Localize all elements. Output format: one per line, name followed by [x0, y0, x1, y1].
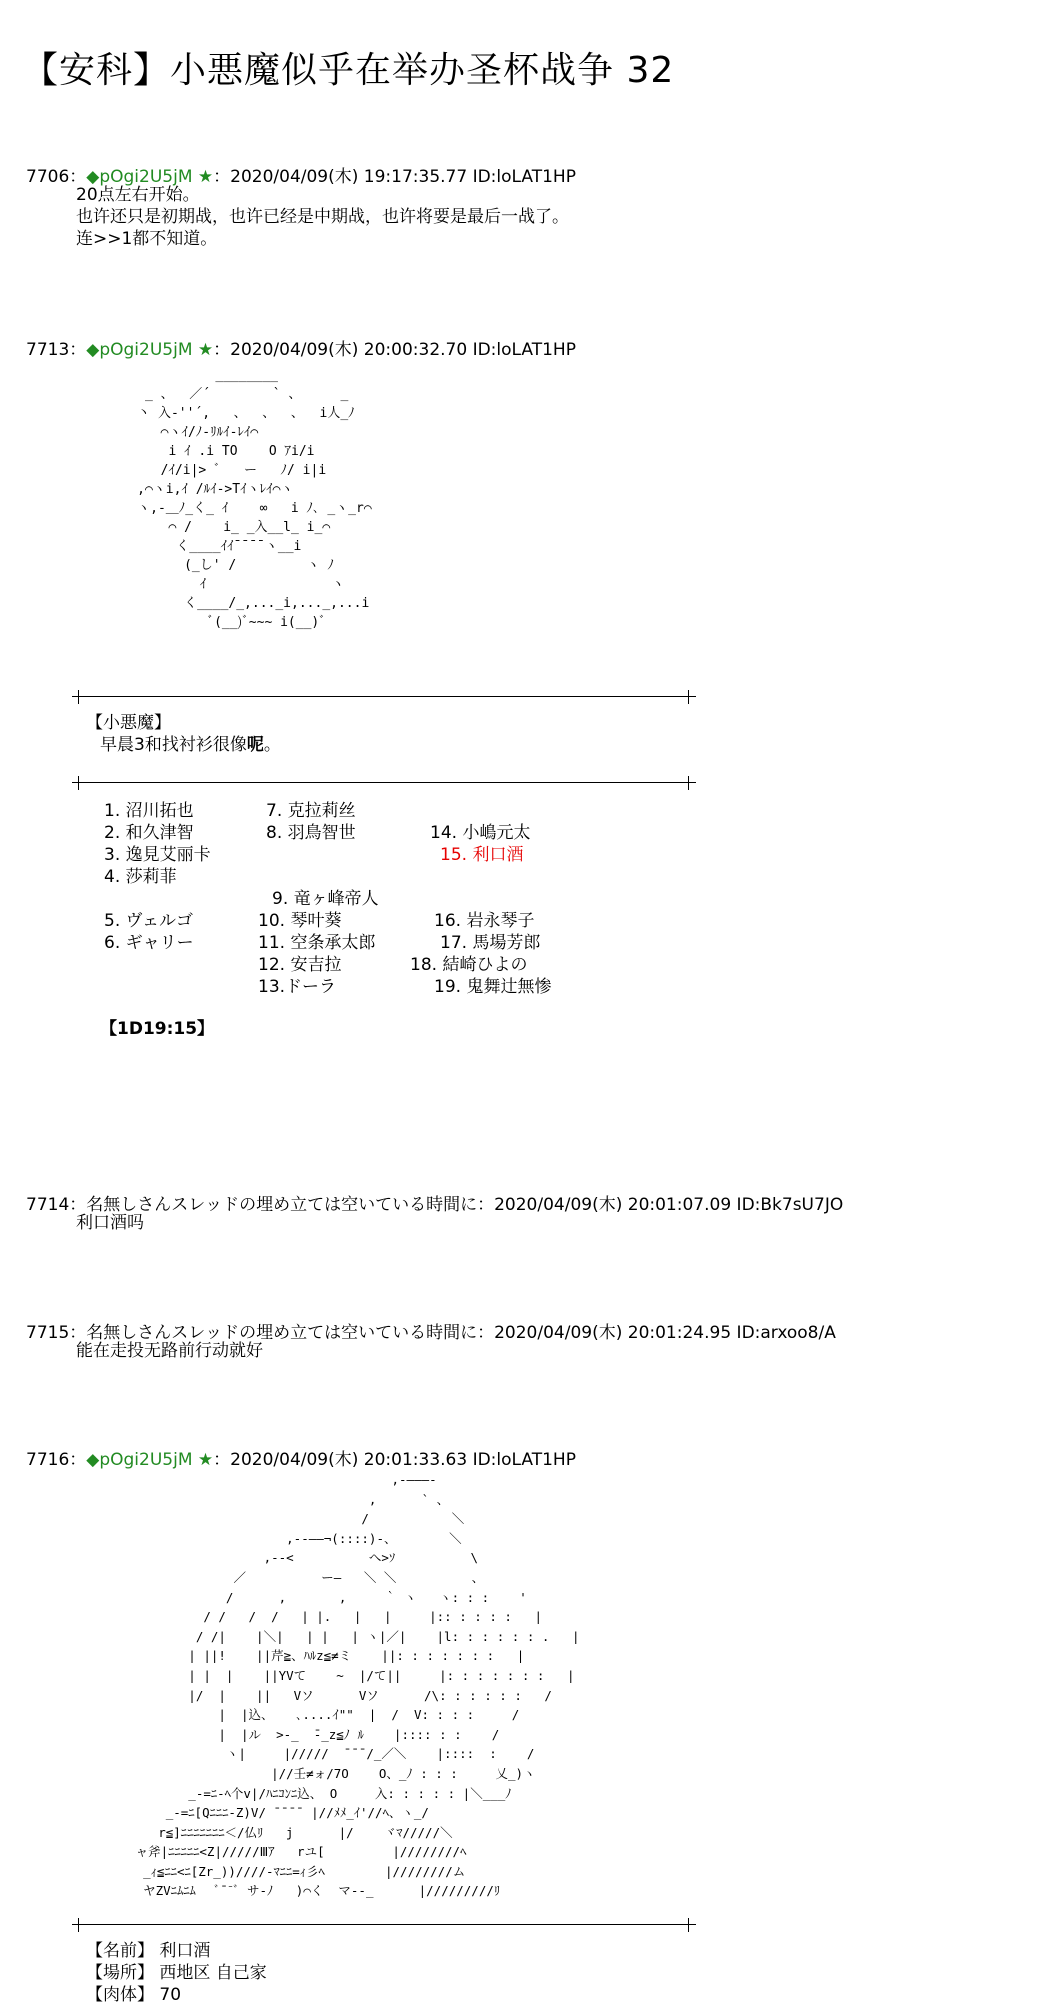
- post-line: 20点左右开始。: [76, 185, 200, 205]
- status-body: 【肉体】 70: [86, 1985, 182, 2005]
- post-line: 也许还只是初期战，也许已经是中期战，也许将要是最后一战了。: [76, 207, 569, 227]
- divider-line: [78, 696, 688, 697]
- list-item: 19. 鬼舞辻無惨: [434, 977, 552, 997]
- ascii-art-koakuma: ________ _ 、 ／´ ` 、 _ 丶 入-''´, 、 、 、 i人_ﾉ ⌒ヽｲ/ﾉ-ﾘﾙｲ-ﾚｲ⌒ i ｲ .i TO O ｱi/i /ｲ/i|> ﾞ ー ﾉ/ i|i ,⌒ヽi,ｲ /ﾙｲ->Tｲヽﾚｲ⌒ヽ ヽ,-＿ﾉ_く_ ｲ ∞ i ﾉ､ _ヽ_r⌒ ⌒ / i_ _入__l_ i_⌒ く____ｲｲ¯¯¯¯ヽ__i (_し' / ヽ ﾉ ｲ ヽ く____/_,..._i,..._,...i ﾞ(__)ﾞ~~~ i(__)ﾞ: [137, 368, 372, 630]
- poster-name[interactable]: ◆pOgi2U5jM ★: [86, 1450, 214, 1470]
- list-item: 16. 岩永琴子: [434, 911, 535, 931]
- list-item: 14. 小嶋元太: [430, 823, 531, 843]
- post-separator: ：: [69, 1323, 87, 1343]
- poster-name[interactable]: ◆pOgi2U5jM ★: [86, 167, 214, 187]
- list-item-highlighted: 15. 利口酒: [440, 845, 524, 865]
- list-item: 1. 沼川拓也: [104, 801, 194, 821]
- speaker-label: 【小悪魔】: [86, 713, 171, 733]
- list-item: 13.ドーラ: [258, 977, 337, 997]
- time-stamp: 【1D19:15】: [100, 1019, 215, 1039]
- list-item: 6. ギャリー: [104, 933, 194, 953]
- list-item: 17. 馬場芳郎: [440, 933, 541, 953]
- list-item: 3. 逸見艾丽卡: [104, 845, 211, 865]
- post-header-7716: [26, 1445, 576, 1470]
- speech-end: 。: [263, 735, 281, 755]
- post-datetime: ：2020/04/09(木) 20:01:33.63 ID:loLAT1HP: [213, 1450, 576, 1470]
- list-item: 5. ヴェルゴ: [104, 911, 193, 931]
- post-line: 连>>1都不知道。: [76, 229, 218, 249]
- post-datetime: ：2020/04/09(木) 20:00:32.70 ID:loLAT1HP: [213, 340, 576, 360]
- post-number: 7716: [26, 1450, 70, 1470]
- status-name: 【名前】 利口酒: [86, 1941, 211, 1961]
- divider-line: [78, 782, 688, 783]
- list-item: 9. 竜ヶ峰帝人: [272, 889, 379, 909]
- divider-cross-left: [72, 1918, 86, 1932]
- poster-name[interactable]: ◆pOgi2U5jM ★: [86, 340, 214, 360]
- post-header-7714: [26, 1190, 843, 1215]
- list-item: 10. 琴叶葵: [258, 911, 342, 931]
- post-body-7714: [76, 1212, 144, 1234]
- list-item: 7. 克拉莉丝: [266, 801, 356, 821]
- poster-name[interactable]: 名無しさんスレッドの埋め立ては空いている時間に: [86, 1195, 478, 1215]
- post-datetime: ：2020/04/09(木) 20:01:07.09 ID:Bk7sU7JO: [477, 1195, 844, 1215]
- divider-line: [78, 1924, 688, 1925]
- list-item: 18. 結崎ひよの: [410, 955, 528, 975]
- speech-bold: 呢: [246, 735, 264, 755]
- divider-cross-right: [682, 776, 696, 790]
- post-body-7715: [76, 1340, 263, 1362]
- post-separator: ：: [69, 340, 87, 360]
- post-separator: ：: [69, 1195, 87, 1215]
- post-datetime: ：2020/04/09(木) 19:17:35.77 ID:loLAT1HP: [213, 167, 576, 187]
- post-separator: ：: [69, 1450, 87, 1470]
- list-item: 2. 和久津智: [104, 823, 194, 843]
- post-body-7706: [76, 184, 569, 250]
- divider-cross-right: [682, 1918, 696, 1932]
- list-item: 12. 安吉拉: [258, 955, 342, 975]
- post-number: 7706: [26, 167, 70, 187]
- page-title: 【安科】小悪魔似乎在举办圣杯战争 32: [22, 50, 675, 91]
- list-item: 11. 空条承太郎: [258, 933, 376, 953]
- divider-cross-left: [72, 776, 86, 790]
- divider-cross-right: [682, 690, 696, 704]
- post-line: 能在走投无路前行动就好: [76, 1341, 263, 1361]
- post-separator: ：: [69, 167, 87, 187]
- post-number: 7714: [26, 1195, 70, 1215]
- status-location: 【場所】 西地区 自己家: [86, 1963, 267, 1983]
- post-datetime: ：2020/04/09(木) 20:01:24.95 ID:arxoo8/A: [477, 1323, 836, 1343]
- poster-name[interactable]: 名無しさんスレッドの埋め立ては空いている時間に: [86, 1323, 478, 1343]
- post-header-7713: [26, 335, 576, 360]
- post-number: 7713: [26, 340, 70, 360]
- post-number: 7715: [26, 1323, 70, 1343]
- list-item: 4. 莎莉菲: [104, 867, 177, 887]
- divider-cross-left: [72, 690, 86, 704]
- ascii-art-character: ,-―――- , ` 、 / ＼ ,--――¬(::::)-、 ＼ ,--< へ>ｿ \ ／ ー― ＼ ＼ 、 / , , ｀ ヽ ヽ: : : ' / / / / | |. | | |:: : : : : | / /| |＼| | | | ヽ|／| |l: : : : : : . | | ||! ||芹≧、ﾊﾙz≦≠ミ ||: : : : : : : | | | | ||YVて ~ |/て|| |: : : : : : : | |/ | || Vソ Vソ /\: : : : : : / | |込、 ､....ｲ"" | / V: : : : / | |ル >-_ ̄-_z≦ﾉ ﾙ |:::: : : / ヽ| |///// ¯¯¯/_／＼ |:::: : / |//壬≠ォ/7O O、_ﾉ : : : 乂_)ヽ _-=ﾆ-ﾍ个v|/ﾊﾆｺﾝﾆ込、 O 入: : : : : |＼___ﾉ _-=ﾆ[Qﾆﾆﾆ-Z)V/ ¯¯¯¯ |//ﾒﾒ_ｲ'//ﾍ、ヽ_/ r≦]ﾆﾆﾆﾆﾆﾆﾆ＜/仏ﾘ j |/ ヾﾏ/////＼ ャ斧|ﾆﾆﾆﾆﾆ<Z|/////Ⅲｱ rユ[ |////////ﾍ _ｨ≦ﾆﾆ<ﾆ[Zr_))////-ﾏﾆﾆ=ｨ彡ﾍ |////////ム ヤZVﾆﾑﾆﾑ ﾞ¯¯ﾞ サ-ﾉ )⌒く マ--_ |/////////ﾘ: [135, 1472, 580, 1899]
- speech-text: 早晨3和找衬衫很像: [100, 735, 247, 755]
- speaker-line: [100, 730, 281, 755]
- list-item: 8. 羽鳥智世: [266, 823, 356, 843]
- post-line: 利口酒吗: [76, 1213, 144, 1233]
